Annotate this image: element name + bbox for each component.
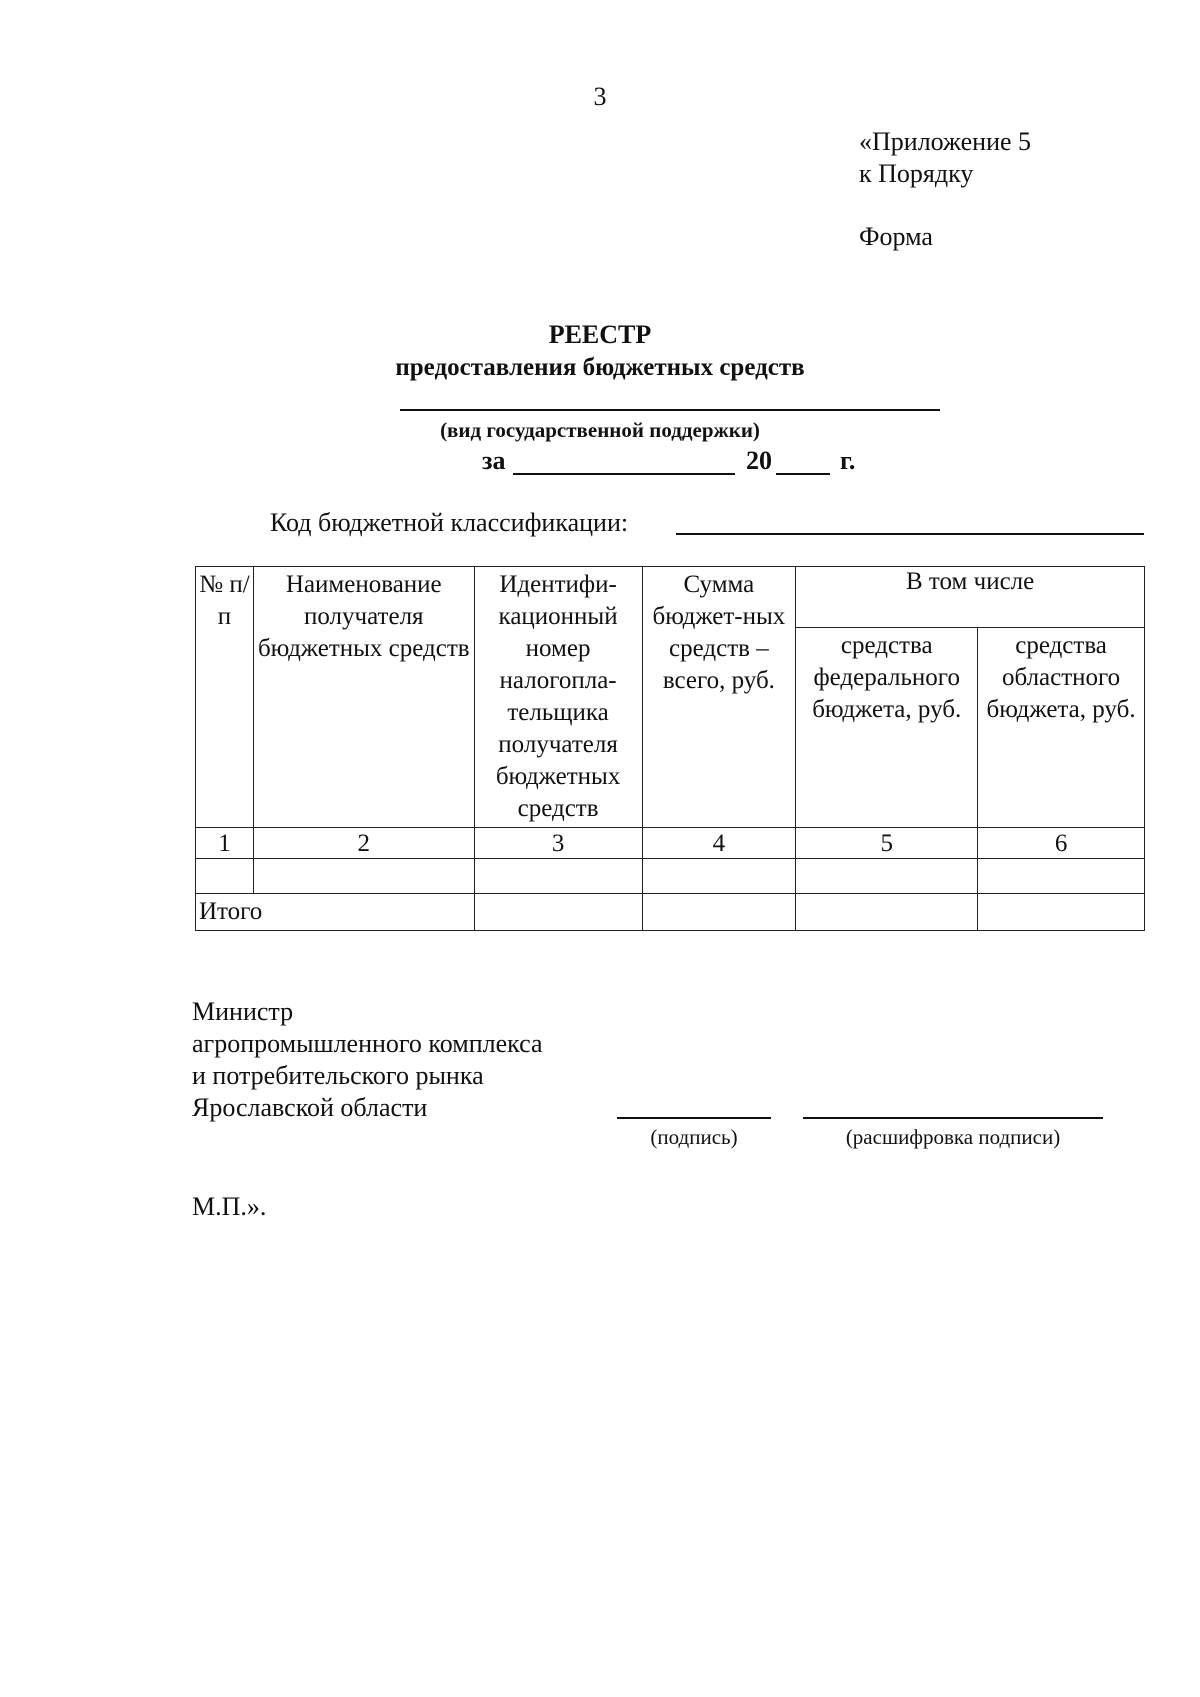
header-inn: Идентифи-кационный номер налогопла-тельщика получателя бюджетных средств bbox=[474, 567, 642, 828]
signer-block bbox=[192, 996, 543, 1124]
column-number: 6 bbox=[978, 828, 1145, 859]
support-type-caption: (вид государственной поддержки) bbox=[440, 418, 760, 442]
column-number: 4 bbox=[642, 828, 796, 859]
table-cell bbox=[642, 859, 796, 894]
table-cell bbox=[474, 859, 642, 894]
signature-decoding-line bbox=[803, 1117, 1103, 1119]
column-number: 3 bbox=[474, 828, 642, 859]
header-total: Сумма бюджет-ных средств – всего, руб. bbox=[642, 567, 796, 828]
registry-table bbox=[195, 566, 1145, 931]
column-number: 2 bbox=[253, 828, 474, 859]
period-year-prefix: 20 bbox=[746, 446, 772, 475]
support-type-line bbox=[400, 409, 940, 411]
header-regional: средства областного бюджета, руб. bbox=[978, 628, 1145, 828]
appendix-line-1: «Приложение 5 bbox=[859, 127, 1032, 156]
table-cell bbox=[978, 859, 1145, 894]
total-label: Итого bbox=[196, 894, 475, 931]
period-prefix: за bbox=[482, 446, 506, 475]
signature-line bbox=[617, 1117, 771, 1119]
table-cell bbox=[796, 859, 978, 894]
budget-code-blank-line bbox=[676, 533, 1144, 535]
header-recipient: Наименование получателя бюджетных средств bbox=[253, 567, 474, 828]
table-cell bbox=[196, 859, 254, 894]
table-cell bbox=[253, 859, 474, 894]
period-suffix: г. bbox=[840, 446, 856, 475]
table-cell bbox=[642, 894, 796, 931]
signer-line-4: Ярославской области bbox=[192, 1093, 428, 1122]
header-num: № п/п bbox=[196, 567, 254, 828]
header-federal: средства федерального бюджета, руб. bbox=[796, 628, 978, 828]
page-number: 3 bbox=[593, 82, 607, 111]
period-blank-line bbox=[513, 473, 735, 475]
total-row bbox=[196, 894, 1145, 931]
seal-label: М.П.». bbox=[192, 1192, 267, 1221]
table-header-row bbox=[196, 567, 1145, 628]
period-year-blank-line bbox=[776, 473, 830, 475]
column-number-row bbox=[196, 828, 1145, 859]
column-number: 5 bbox=[796, 828, 978, 859]
budget-code-label: Код бюджетной классификации: bbox=[270, 508, 629, 537]
signer-line-1: Министр bbox=[192, 997, 294, 1026]
appendix-reference bbox=[859, 126, 1031, 190]
table-cell bbox=[474, 894, 642, 931]
appendix-line-2: к Порядку bbox=[859, 159, 974, 188]
signer-line-2: агропромышленного комплекса bbox=[192, 1029, 543, 1058]
document-title: РЕЕСТР bbox=[548, 320, 652, 349]
signer-line-3: и потребительского рынка bbox=[192, 1061, 484, 1090]
signature-caption: (подпись) bbox=[650, 1125, 738, 1149]
form-label: Форма bbox=[859, 222, 933, 251]
column-number: 1 bbox=[196, 828, 254, 859]
table-cell bbox=[978, 894, 1145, 931]
signature-decoding-caption: (расшифровка подписи) bbox=[845, 1125, 1061, 1149]
header-including: В том числе bbox=[796, 567, 1145, 628]
table-row bbox=[196, 859, 1145, 894]
table-cell bbox=[796, 894, 978, 931]
document-subtitle: предоставления бюджетных средств bbox=[395, 354, 805, 381]
